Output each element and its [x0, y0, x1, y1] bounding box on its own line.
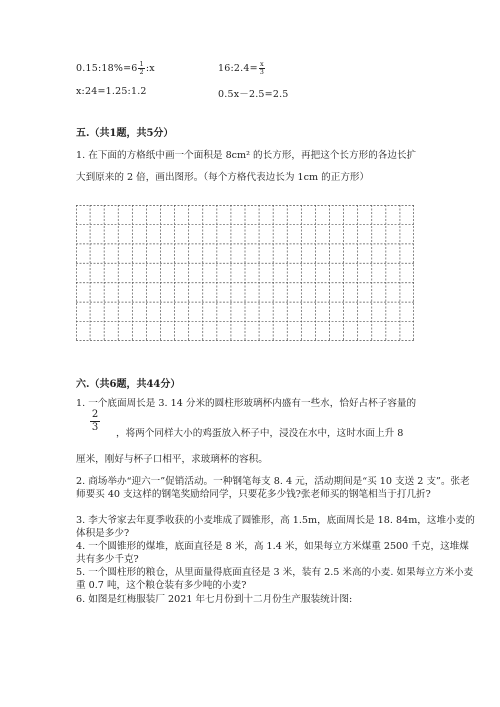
fraction [259, 61, 265, 76]
fraction-numerator: 1 [139, 60, 144, 68]
question-text: 1. 一个底面周长是 3. 14 分米的圆柱形玻璃杯内盛有一些水，恰好占杯子容量的 [76, 398, 417, 409]
question-text: 4. 一个圆锥形的煤堆，底面直径是 8 米，高 1.4 米，如果每立方米煤重 2500 千克，这堆煤共有多少千克? [76, 541, 469, 565]
grid-paper[interactable] [76, 205, 414, 341]
fraction [90, 409, 100, 434]
question-text: 大到原来的 2 倍，画出图形。（每个方格代表边长为 1cm 的正方形） [76, 172, 370, 183]
equation-text: 16:2.4= [218, 63, 258, 74]
question-text: 2. 商场举办“迎六一”促销活动。一种钢笔每支 8. 4 元，活动期间是“买 10 支送 2 支”。张老师要买 40 支这样的钢笔奖励给同学，只要花多少钱?张老师买的钢笔相当于打几折? [76, 476, 470, 500]
fraction [138, 61, 144, 76]
equation-text: 0.15:18%=6 [76, 63, 138, 74]
equation-row2-left: x:24=1.25:1.2 [76, 86, 147, 97]
fraction-denominator: 3 [259, 68, 265, 76]
question-text: 1. 在下面的方格纸中画一个面积是 8cm² 的长方形，再把这个长方形的各边长扩 [76, 150, 417, 161]
equation-row2-right: 0.5x－2.5=2.5 [218, 89, 289, 100]
equation-row1-left [76, 61, 155, 76]
equation-text: :x [145, 63, 155, 74]
fraction-numerator: 2 [91, 409, 99, 420]
fraction-denominator: 2 [139, 68, 144, 76]
section-title: 五.（共1题，共5分） [76, 128, 174, 139]
section-title: 六.（共6题，共44分） [76, 379, 181, 390]
question-text: 6. 如图是红梅服装厂 2021 年七月份到十二月份生产服装统计图: [76, 594, 353, 605]
question-text: 5. 一个圆柱形的粮仓，从里面量得底面直径是 3 米，装有 2.5 米高的小麦. 如果每立方米小麦重 0.7 吨，这个粮仓装有多少吨的小麦? [76, 567, 474, 591]
equation-row1-right [218, 61, 266, 76]
question-text: 3. 李大爷家去年夏季收获的小麦堆成了圆锥形，高 1.5m，底面周长是 18. 84m，这堆小麦的体积是多少? [76, 515, 475, 539]
fraction-denominator: 3 [91, 422, 99, 433]
question-text: ，将两个同样大小的鸡蛋放入杯子中，浸没在水中，这时水面上升 8 [116, 428, 404, 439]
fraction-numerator: x [260, 60, 264, 68]
question-text: 厘米，刚好与杯子口相平，求玻璃杯的容积。 [76, 454, 268, 465]
